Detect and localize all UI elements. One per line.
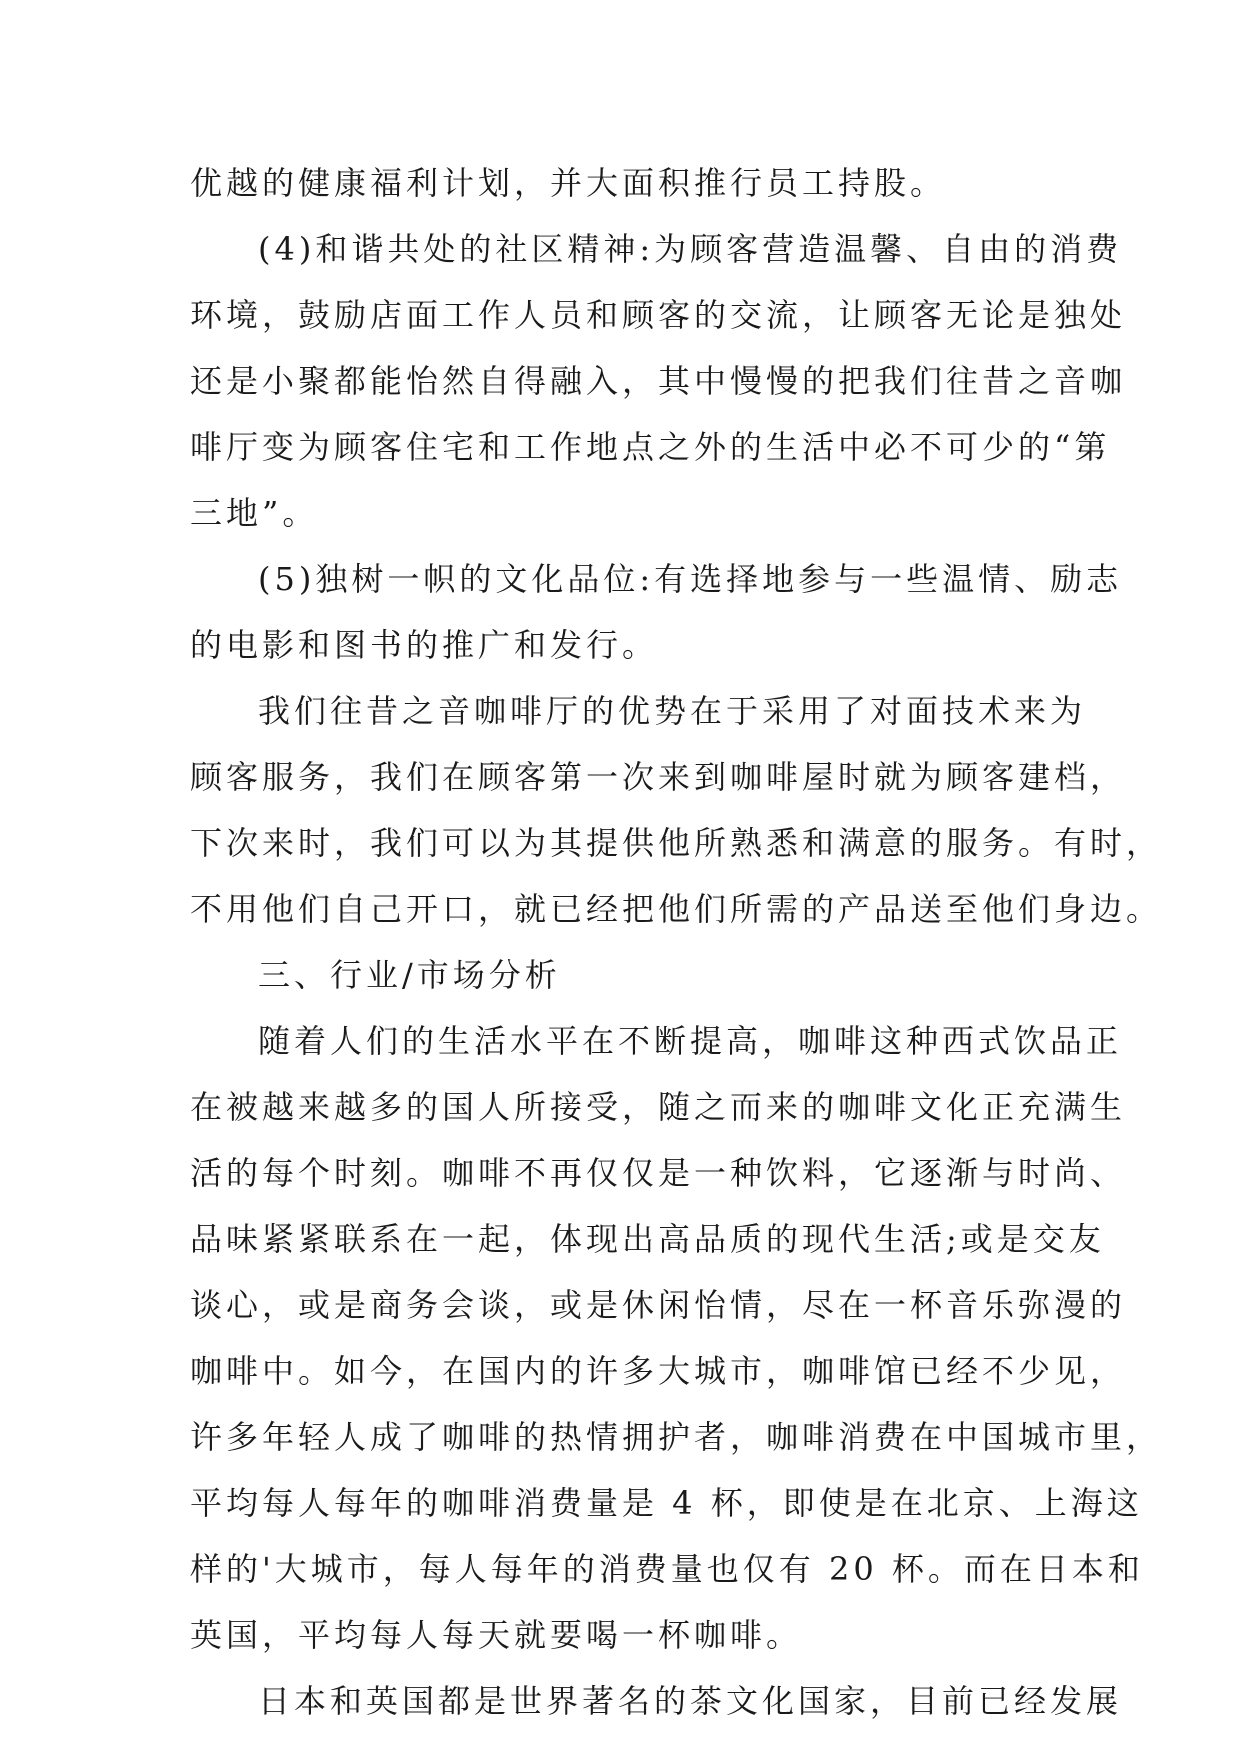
text-line: 咖啡中。如今，在国内的许多大城市，咖啡馆已经不少见， [190, 1352, 1127, 1390]
text-line: 谈心，或是商务会谈，或是休闲怡情，尽在一杯音乐弥漫的 [190, 1286, 1127, 1324]
text-line: 啡厅变为顾客住宅和工作地点之外的生活中必不可少的“第 [190, 428, 1111, 466]
section-heading: 三、行业/市场分析 [258, 956, 561, 994]
text-line: 英国，平均每人每天就要喝一杯咖啡。 [190, 1616, 803, 1654]
text-line: 活的每个时刻。咖啡不再仅仅是一种饮料，它逐渐与时尚、 [190, 1154, 1127, 1192]
text-line: 样的'大城市，每人每年的消费量也仅有 20 杯。而在日本和 [190, 1550, 1144, 1588]
text-line: 三地”。 [190, 494, 319, 532]
text-line: 不用他们自己开口，就已经把他们所需的产品送至他们身边。 [190, 890, 1163, 928]
text-line: 顾客服务，我们在顾客第一次来到咖啡屋时就为顾客建档， [190, 758, 1127, 796]
text-line: 平均每人每年的咖啡消费量是 4 杯，即使是在北京、上海这 [190, 1484, 1143, 1522]
text-line: 的电影和图书的推广和发行。 [190, 626, 659, 664]
text-line: 优越的健康福利计划，并大面积推行员工持股。 [190, 164, 947, 202]
text-line: 还是小聚都能怡然自得融入，其中慢慢的把我们往昔之音咖 [190, 362, 1127, 400]
text-line: (4)和谐共处的社区精神:为顾客营造温馨、自由的消费 [258, 230, 1123, 268]
text-line: 在被越来越多的国人所接受，随之而来的咖啡文化正充满生 [190, 1088, 1127, 1126]
text-line: 下次来时，我们可以为其提供他所熟悉和满意的服务。有时， [190, 824, 1163, 862]
text-line: 品味紧紧联系在一起，体现出高品质的现代生活;或是交友 [190, 1220, 1105, 1258]
text-line: 随着人们的生活水平在不断提高，咖啡这种西式饮品正 [258, 1022, 1123, 1060]
text-line: 环境，鼓励店面工作人员和顾客的交流，让顾客无论是独处 [190, 296, 1127, 334]
text-line: 我们往昔之音咖啡厅的优势在于采用了对面技术来为 [258, 692, 1087, 730]
text-line: 日本和英国都是世界著名的茶文化国家，目前已经发展 [258, 1682, 1123, 1720]
text-line: 许多年轻人成了咖啡的热情拥护者，咖啡消费在中国城市里， [190, 1418, 1163, 1456]
document-body [190, 150, 1163, 1734]
text-line: (5)独树一帜的文化品位:有选择地参与一些温情、励志 [258, 560, 1123, 598]
